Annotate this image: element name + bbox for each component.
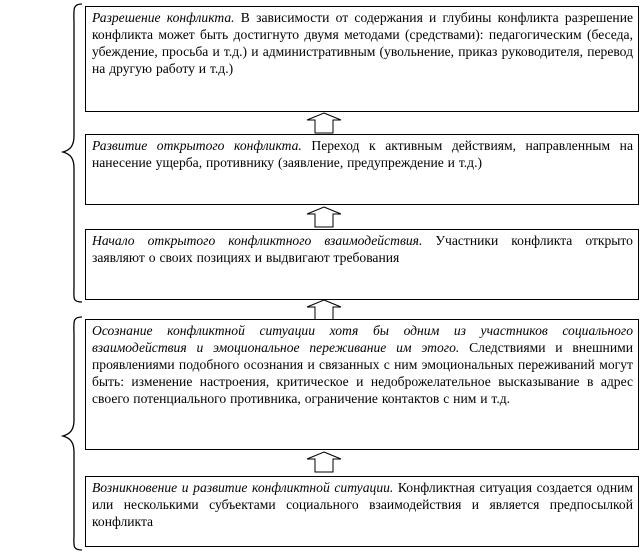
- up-arrow-icon: [304, 299, 344, 321]
- stage-description: Следствиями и внешними проявлениями подобного осознания и связанных с ним эмоциональных переживаний могут быть: изменение настроения, критическое и недоброжелательное высказывание в адрес своего потенциального противника, ограничение контактов с ним и т.д.: [92, 340, 633, 407]
- stage-description: Участники конфликта открыто заявляют о своих позициях и выдвигают требования: [92, 233, 633, 266]
- lower-group-brace: [63, 317, 82, 550]
- stage-title: Возникновение и развитие конфликтной ситуации.: [92, 480, 394, 495]
- stage-description: Конфликтная ситуация создается одним или несколькими субъектами социального взаимодействия и является предпосылкой конфликта: [92, 480, 633, 530]
- stage-box-open-conflict-development: [85, 134, 639, 205]
- up-arrow-icon: [304, 112, 344, 134]
- up-arrow-icon: [304, 451, 344, 473]
- stage-box-situation-awareness: [85, 319, 639, 450]
- stage-box-open-interaction-start: [85, 229, 639, 300]
- stage-title: Начало открытого конфликтного взаимодействия.: [92, 233, 423, 248]
- stage-box-situation-emergence: [85, 476, 639, 547]
- stage-title: Осознание конфликтной ситуации хотя бы одним из участников социального взаимодействия и эмоциональное переживание им этого.: [92, 323, 633, 356]
- up-arrow-icon: [304, 206, 344, 228]
- stage-description: Переход к активным действиям, направленным на нанесение ущерба, противнику (заявление, предупреждение и т.д.): [92, 138, 633, 171]
- upper-group-brace: [63, 4, 82, 302]
- stage-title: Развитие открытого конфликта.: [92, 138, 302, 153]
- stage-box-conflict-resolution: [85, 6, 639, 112]
- stage-description: В зависимости от содержания и глубины конфликта разрешение конфликта может быть достигнуто двумя методами (средствами): педагогическим (беседа, убеждение, просьба и т.д.) и административным (увольнение, приказ руководителя, перевод на другую работу и т.д.): [92, 10, 634, 77]
- stage-title: Разрешение конфликта.: [92, 10, 235, 25]
